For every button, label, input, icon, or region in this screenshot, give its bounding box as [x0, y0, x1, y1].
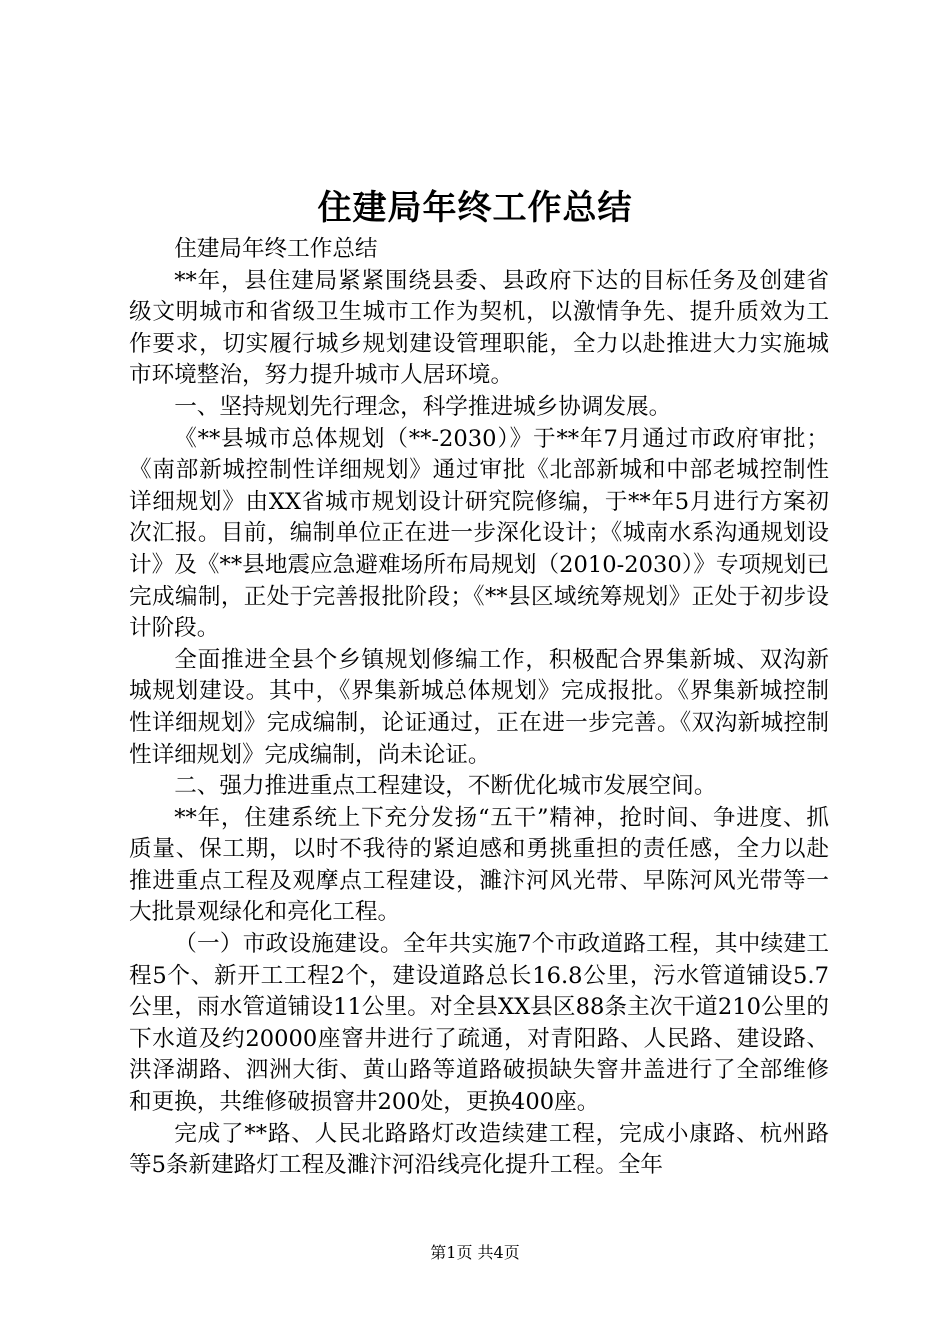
page-footer: [0, 1242, 950, 1264]
body-paragraph: （一）市政设施建设。全年共实施7个市政道路工程，其中续建工程5个、新开工工程2个，建设道路总长16.8公里，污水管道铺设5.7公里，雨水管道铺设11公里。对全县XX县区88条主次干道210公里的下水道及约20000座窨井进行了疏通，对青阳路、人民路、建设路、洪泽湖路、泗洲大街、黄山路等道路破损缺失窨井盖进行了全部维修和更换，共维修破损窨井200处，更换400座。: [129, 931, 829, 1116]
page-total: 共4页: [477, 1243, 520, 1262]
section-heading: 一、坚持规划先行理念，科学推进城乡协调发展。: [174, 393, 672, 420]
body-paragraph: 住建局年终工作总结: [174, 236, 378, 262]
document-title: 住建局年终工作总结: [317, 188, 633, 228]
body-paragraph: 《**县城市总体规划（**-2030）》于**年7月通过市政府审批；《南部新城控制性详细规划》通过审批《北部新城和中部老城控制性详细规划》由XX省城市规划设计研究院修编，于**年5月进行方案初次汇报。目前，编制单位正在进一步深化设计；《城南水系沟通规划设计》及《**县地震应急避难场所布局规划（2010-2030）》专项规划已完成编制，正处于完善报批阶段；《**县区域统筹规划》正处于初步设计阶段。: [129, 425, 829, 642]
section-heading: 二、强力推进重点工程建设，不断优化城市发展空间。: [174, 773, 717, 800]
body-paragraph: 完成了**路、人民北路路灯改造续建工程，完成小康路、杭州路等5条新建路灯工程及濉汴河沿线亮化提升工程。全年: [129, 1120, 829, 1179]
body-paragraph: 全面推进全县个乡镇规划修编工作，积极配合界集新城、双沟新城规划建设。其中，《界集新城总体规划》完成报批。《界集新城控制性详细规划》完成编制，论证通过，正在进一步完善。《双沟新城控制性详细规划》完成编制，尚未论证。: [129, 646, 829, 768]
body-paragraph: **年，住建系统上下充分发扬“五干”精神，抢时间、争进度、抓质量、保工期，以时不我待的紧迫感和勇挑重担的责任感，全力以赴推进重点工程及观摩点工程建设，濉汴河风光带、早陈河风光带等一大批景观绿化和亮化工程。: [129, 804, 829, 926]
body-paragraph: **年，县住建局紧紧围绕县委、县政府下达的目标任务及创建省级文明城市和省级卫生城市工作为契机，以激情争先、提升质效为工作要求，切实履行城乡规划建设管理职能，全力以赴推进大力实施城市环境整治，努力提升城市人居环境。: [129, 267, 829, 389]
page-number: 第1页: [430, 1243, 473, 1262]
document-body: [129, 234, 829, 1182]
